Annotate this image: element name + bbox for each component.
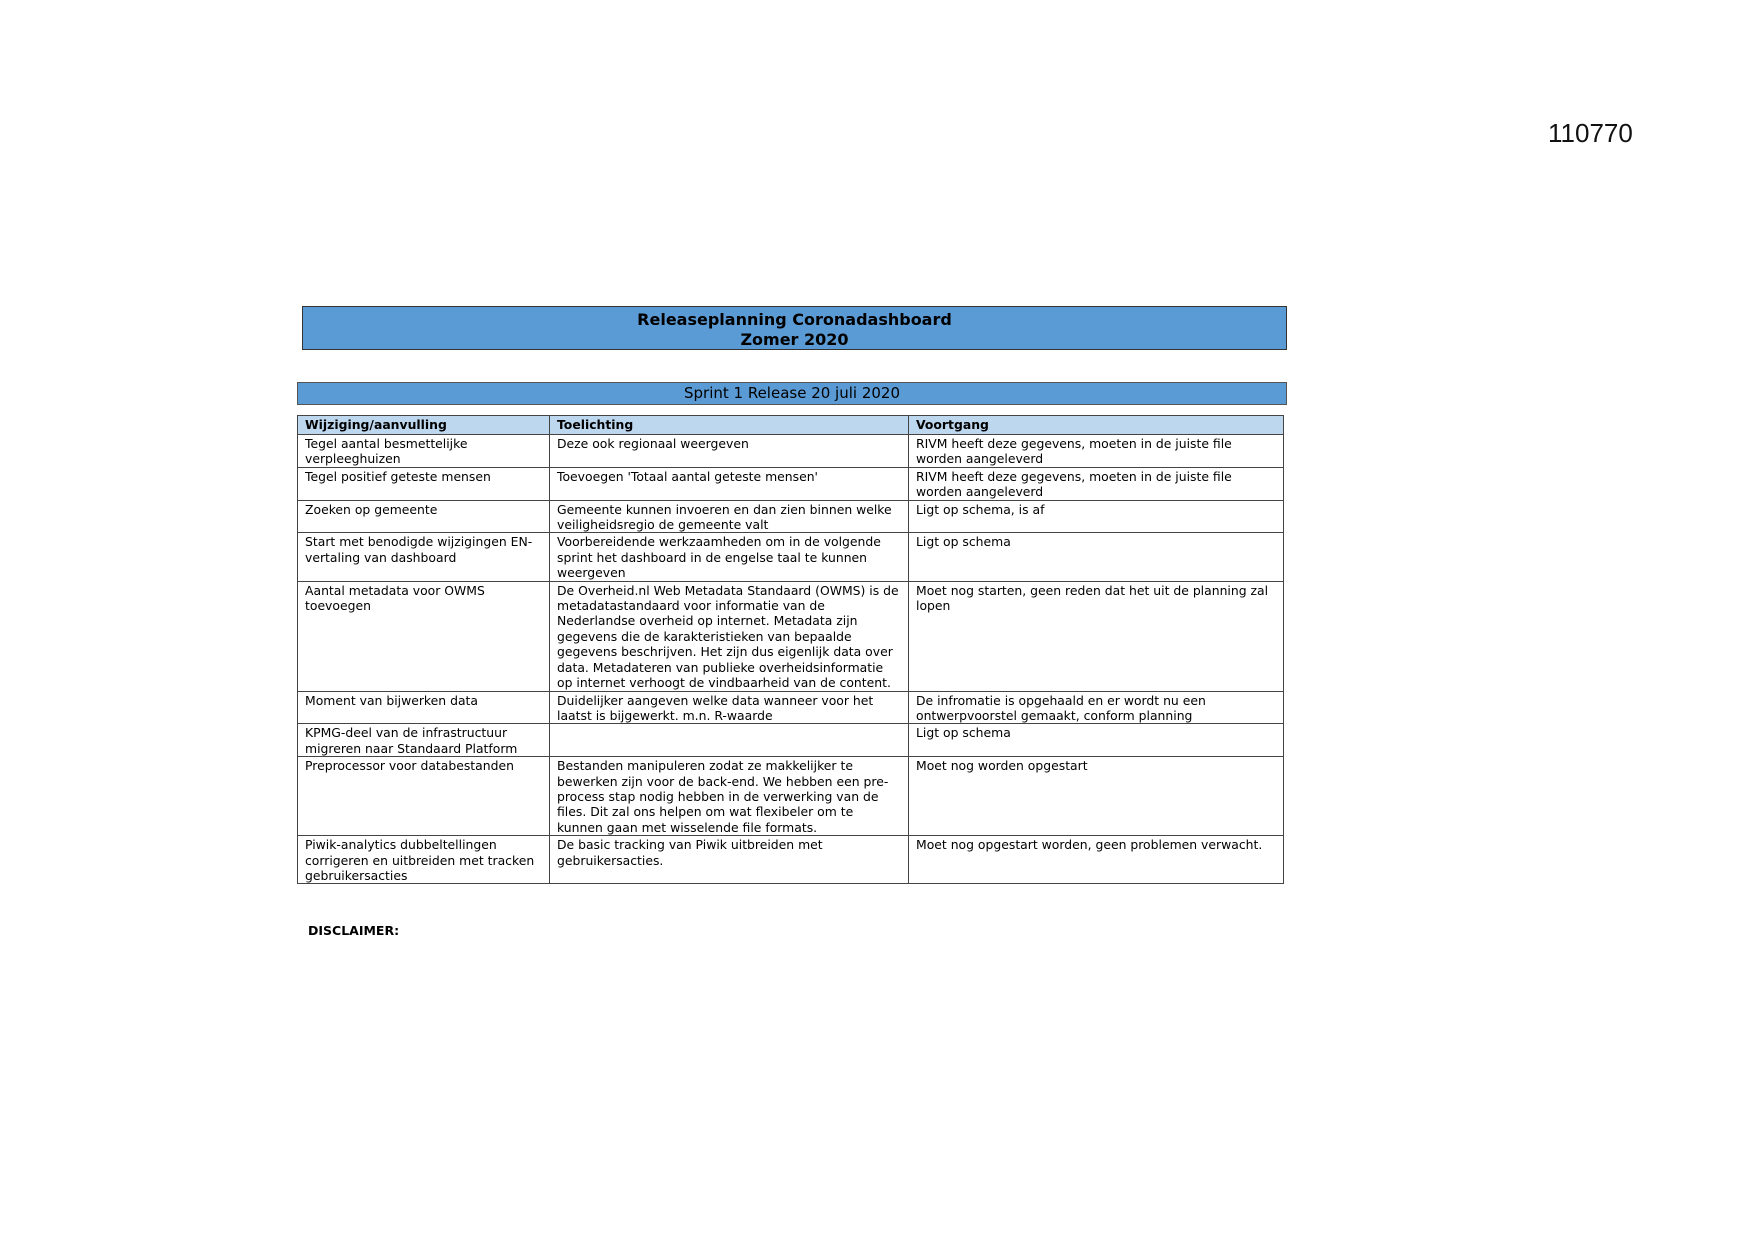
table-cell: De Overheid.nl Web Metadata Standaard (OWMS) is de metadatastandaard voor informatie van de Nederlandse overheid op internet. Metadata zijn gegevens die de karakteristieken van bepaalde gegevens beschrijven. Het zijn dus eigenlijk data over data. Metadateren van publieke overheidsinformatie op internet verhoogt de vindbaarheid van de content.: [550, 581, 909, 691]
table-cell: Zoeken op gemeente: [298, 500, 550, 533]
table-cell: RIVM heeft deze gegevens, moeten in de juiste file worden aangeleverd: [909, 435, 1284, 468]
column-header: Voortgang: [909, 416, 1284, 435]
table-cell: Tegel positief geteste mensen: [298, 467, 550, 500]
release-table: [297, 415, 1284, 884]
table-cell: Tegel aantal besmettelijke verpleeghuizen: [298, 435, 550, 468]
table-cell: Voorbereidende werkzaamheden om in de volgende sprint het dashboard in de engelse taal te kunnen weergeven: [550, 533, 909, 581]
sprint-header: Sprint 1 Release 20 juli 2020: [297, 382, 1287, 405]
table-cell: Start met benodigde wijzigingen EN-vertaling van dashboard: [298, 533, 550, 581]
document-number: 110770: [1548, 118, 1633, 148]
table-cell: Moment van bijwerken data: [298, 691, 550, 724]
table-row: [298, 500, 1284, 533]
table-cell: Toevoegen 'Totaal aantal geteste mensen': [550, 467, 909, 500]
disclaimer-heading: DISCLAIMER:: [308, 923, 400, 938]
table-row: [298, 836, 1284, 884]
table-cell: Ligt op schema: [909, 533, 1284, 581]
table-row: [298, 435, 1284, 468]
table-cell: Moet nog worden opgestart: [909, 757, 1284, 836]
title-line-1: Releaseplanning Coronadashboard: [637, 310, 952, 329]
table-cell: Ligt op schema: [909, 724, 1284, 757]
table-row: [298, 691, 1284, 724]
table-row: [298, 724, 1284, 757]
table-cell: Deze ook regionaal weergeven: [550, 435, 909, 468]
table-row: [298, 757, 1284, 836]
table-cell: De basic tracking van Piwik uitbreiden met gebruikersacties.: [550, 836, 909, 884]
table-cell: Ligt op schema, is af: [909, 500, 1284, 533]
table-cell: Moet nog starten, geen reden dat het uit de planning zal lopen: [909, 581, 1284, 691]
table-cell: Bestanden manipuleren zodat ze makkelijker te bewerken zijn voor de back-end. We hebben een pre-process stap nodig hebben in de verwerking van de files. Dit zal ons helpen om wat flexibeler om te kunnen gaan met wisselende file formats.: [550, 757, 909, 836]
table-row: [298, 467, 1284, 500]
table-cell: [550, 724, 909, 757]
table-cell: Piwik-analytics dubbeltellingen corrigeren en uitbreiden met tracken gebruikersacties: [298, 836, 550, 884]
column-header: Wijziging/aanvulling: [298, 416, 550, 435]
table-row: [298, 581, 1284, 691]
table-cell: Moet nog opgestart worden, geen problemen verwacht.: [909, 836, 1284, 884]
table-cell: Preprocessor voor databestanden: [298, 757, 550, 836]
table-cell: Aantal metadata voor OWMS toevoegen: [298, 581, 550, 691]
column-header: Toelichting: [550, 416, 909, 435]
title-banner: [302, 306, 1287, 350]
table-row: [298, 533, 1284, 581]
table-cell: Duidelijker aangeven welke data wanneer voor het laatst is bijgewerkt. m.n. R-waarde: [550, 691, 909, 724]
table-cell: Gemeente kunnen invoeren en dan zien binnen welke veiligheidsregio de gemeente valt: [550, 500, 909, 533]
table-cell: KPMG-deel van de infrastructuur migreren naar Standaard Platform: [298, 724, 550, 757]
title-line-2: Zomer 2020: [740, 330, 849, 349]
table-cell: RIVM heeft deze gegevens, moeten in de juiste file worden aangeleverd: [909, 467, 1284, 500]
table-cell: De infromatie is opgehaald en er wordt nu een ontwerpvoorstel gemaakt, conform planning: [909, 691, 1284, 724]
table-header-row: [298, 416, 1284, 435]
